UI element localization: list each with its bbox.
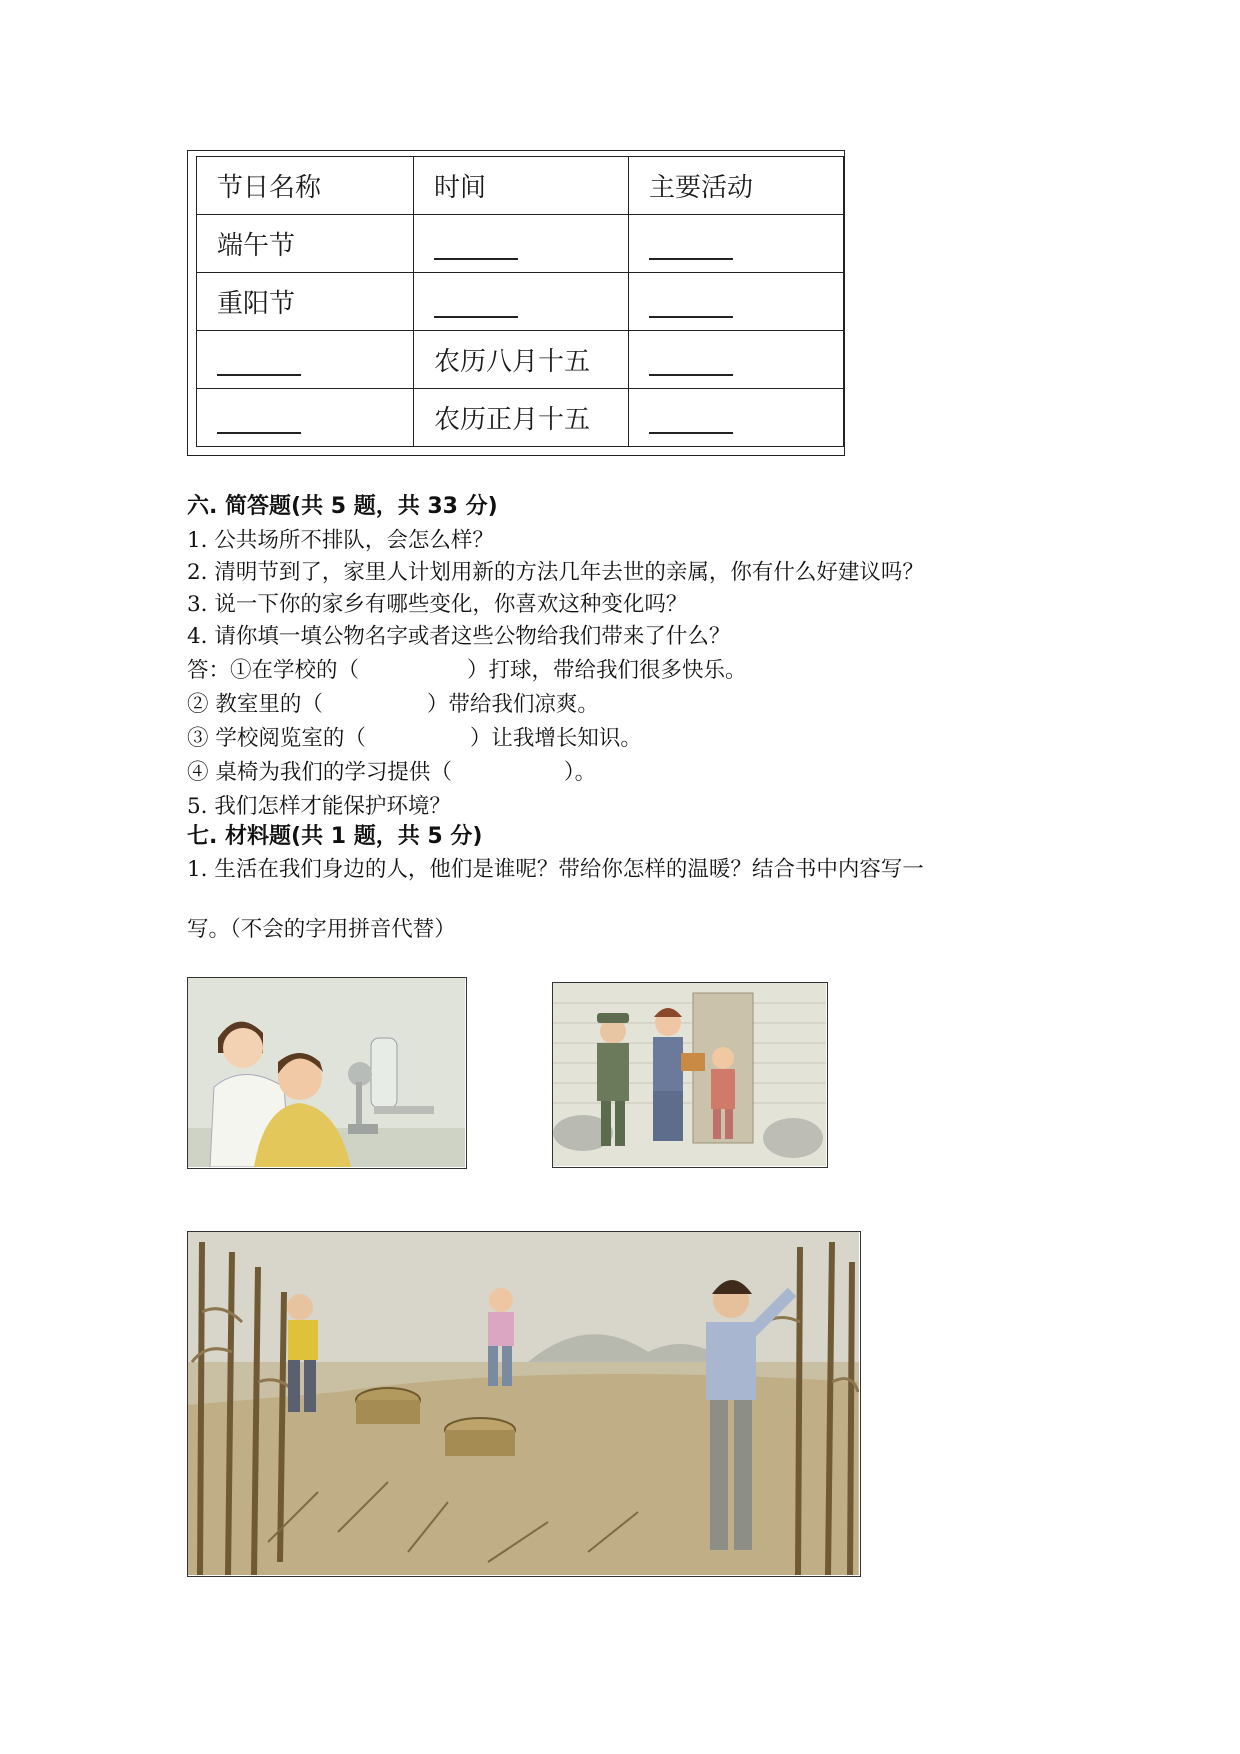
festival-table-frame bbox=[187, 150, 845, 456]
activity-blank-cell[interactable] bbox=[629, 215, 844, 273]
fill-blank[interactable] bbox=[434, 286, 518, 318]
table-row bbox=[197, 331, 844, 389]
postman-illustration bbox=[552, 982, 828, 1168]
fill-blank[interactable] bbox=[649, 402, 733, 434]
fill-blank[interactable] bbox=[217, 344, 301, 376]
answer-1-line bbox=[187, 654, 747, 687]
name-blank-cell[interactable] bbox=[197, 389, 414, 447]
time-blank-cell[interactable] bbox=[414, 215, 629, 273]
header-festival-name: 节日名称 bbox=[197, 157, 414, 215]
question-5: 5. 我们怎样才能保护环境？ bbox=[187, 794, 451, 819]
time-blank-cell[interactable] bbox=[414, 273, 629, 331]
fill-blank[interactable] bbox=[649, 286, 733, 318]
fill-blank[interactable] bbox=[649, 344, 733, 376]
fill-blank[interactable] bbox=[217, 402, 301, 434]
festival-table bbox=[196, 156, 844, 447]
answer-3-line bbox=[187, 722, 642, 755]
answer-4-line bbox=[187, 756, 596, 789]
answer-4-suffix: ）。 bbox=[563, 760, 597, 785]
section7-heading: 七. 材料题(共 1 题，共 5 分) bbox=[187, 824, 483, 849]
question-4: 4. 请你填一填公物名字或者这些公物给我们带来了什么？ bbox=[187, 624, 731, 649]
festival-name-cell: 重阳节 bbox=[197, 273, 414, 331]
activity-blank-cell[interactable] bbox=[629, 331, 844, 389]
question-3: 3. 说一下你的家乡有哪些变化，你喜欢这种变化吗？ bbox=[187, 592, 688, 617]
answer-3-prefix: ③ 学校阅览室的（ bbox=[187, 726, 366, 751]
question-1: 1. 公共场所不排队，会怎么样？ bbox=[187, 528, 494, 553]
table-row bbox=[197, 273, 844, 331]
time-cell: 农历八月十五 bbox=[414, 331, 629, 389]
answer-2-line bbox=[187, 688, 599, 721]
answer-4-prefix: ④ 桌椅为我们的学习提供（ bbox=[187, 760, 452, 785]
activity-blank-cell[interactable] bbox=[629, 273, 844, 331]
material-question-line2: 写。（不会的字用拼音代替） bbox=[187, 917, 456, 942]
header-time: 时间 bbox=[414, 157, 629, 215]
question-2: 2. 清明节到了，家里人计划用新的方法几年去世的亲属，你有什么好建议吗？ bbox=[187, 560, 924, 585]
answer-1-prefix: 答：①在学校的（ bbox=[187, 658, 360, 683]
material-question-line1: 1. 生活在我们身边的人，他们是谁呢？带给你怎样的温暖？结合书中内容写一 bbox=[187, 857, 924, 882]
barber-illustration bbox=[187, 977, 467, 1169]
corn-harvest-illustration bbox=[187, 1231, 861, 1577]
table-row bbox=[197, 215, 844, 273]
section6-heading: 六. 简答题(共 5 题，共 33 分) bbox=[187, 494, 498, 519]
answer-2-suffix: ）带给我们凉爽。 bbox=[426, 692, 599, 717]
name-blank-cell[interactable] bbox=[197, 331, 414, 389]
answer-2-prefix: ② 教室里的（ bbox=[187, 692, 323, 717]
answer-3-suffix: ）让我增长知识。 bbox=[469, 726, 642, 751]
table-header-row bbox=[197, 157, 844, 215]
header-main-activity: 主要活动 bbox=[629, 157, 844, 215]
time-cell: 农历正月十五 bbox=[414, 389, 629, 447]
festival-name-cell: 端午节 bbox=[197, 215, 414, 273]
fill-blank[interactable] bbox=[649, 228, 733, 260]
activity-blank-cell[interactable] bbox=[629, 389, 844, 447]
answer-1-suffix: ）打球，带给我们很多快乐。 bbox=[467, 658, 747, 683]
table-row bbox=[197, 389, 844, 447]
fill-blank[interactable] bbox=[434, 228, 518, 260]
